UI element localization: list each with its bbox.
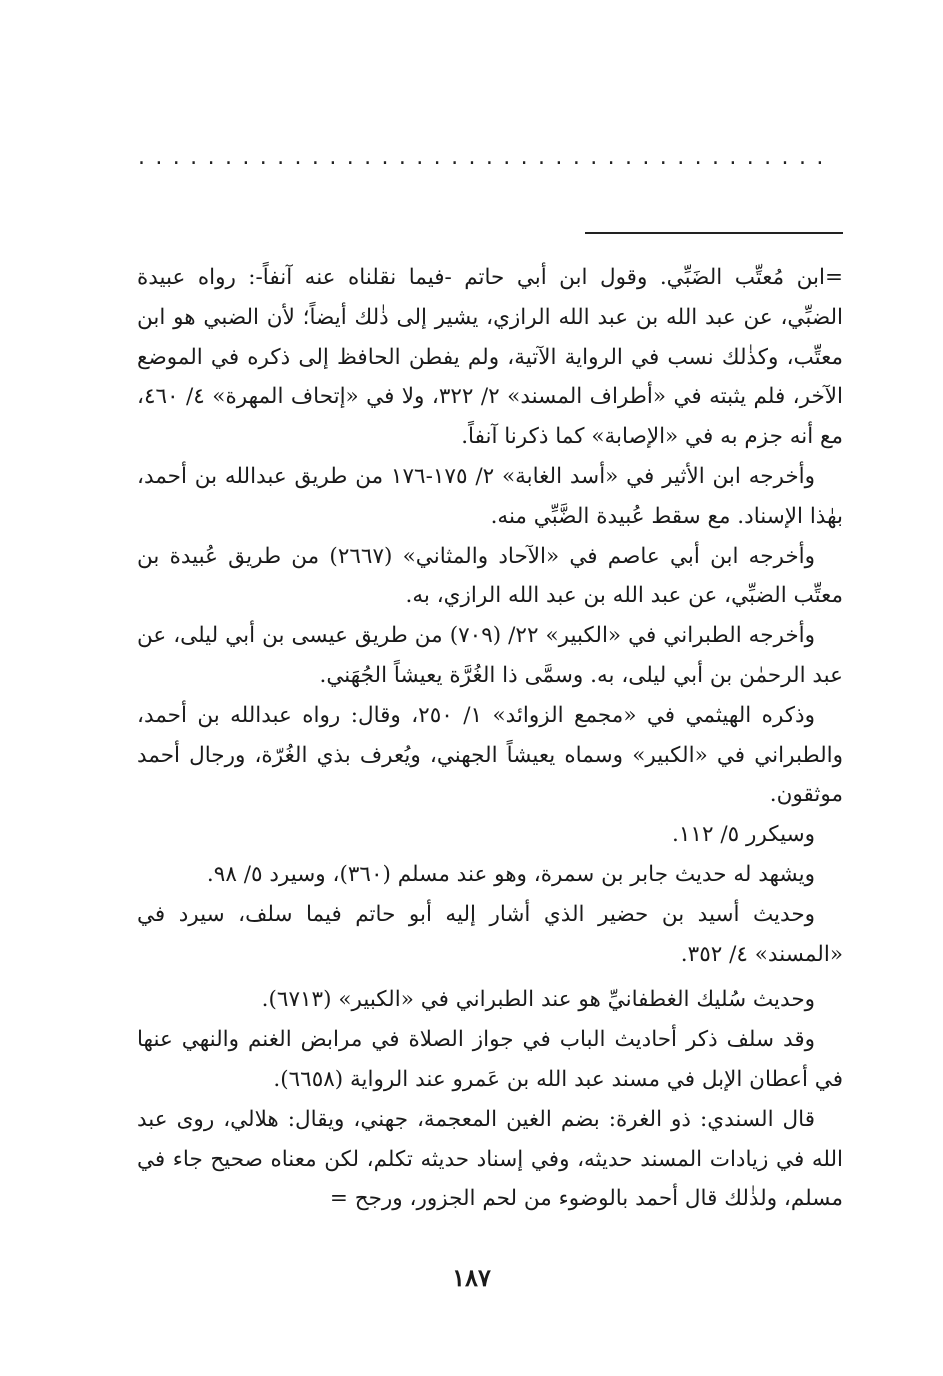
footnote-paragraph: وأخرجه ابن أبي عاصم في «الآحاد والمثاني» (٢٦٦٧) من طريق عُبيدة بن معتِّب الضبِّي، عن عبد الله بن عبد الله الرازي، به.: [137, 543, 843, 609]
footnotes: [137, 258, 843, 1219]
footnote-paragraph: =ابن مُعتِّب الضَبِّي. وقول ابن أبي حاتم -فيما نقلناه عنه آنفاً-: رواه عبيدة الضبِّي، عن عبد الله بن عبد الله الرازي، يشير إلى ذٰلك أيضاً؛ لأن الضبي هو ابن معتِّب، وكذٰلك نسب في الرواية الآتية، ولم يفطن الحافظ إلى ذكره في الموضع الآخر، فلم يثبته في «أطراف المسند» ٢/ ٣٢٢، ولا في «إتحاف المهرة» ٤/ ٤٦٠، مع أنه جزم به في «الإصابة» كما ذكرنا آنفاً.: [137, 265, 844, 450]
dotted-separator: ........................................: [138, 145, 834, 170]
footnote-paragraph: قال السندي: ذو الغرة: بضم الغين المعجمة، جهني، ويقال: هلالي، روى عبد الله في زيادات المسند حديثه، وفي إسناد حديثه تكلم، لكن معناه صحيح جاء في مسلم، ولذٰلك قال أحمد بالوضوء من لحم الجزور، ورجح =: [137, 1106, 843, 1212]
footnote-paragraph: وسيكرر ٥/ ١١٢.: [672, 822, 815, 848]
footnote-paragraph: وقد سلف ذكر أحاديث الباب في جواز الصلاة في مرابض الغنم والنهي عنها في أعطان الإبل في مسند عبد الله بن عَمرو عند الرواية (٦٦٥٨).: [137, 1027, 843, 1092]
footnote-rule: [585, 232, 843, 234]
page-number: ١٨٧: [452, 1263, 491, 1292]
footnote-paragraph: وأخرجه الطبراني في «الكبير» ٢٢/ (٧٠٩) من طريق عيسى بن أبي ليلى، عن عبد الرحمٰن بن أبي ليلى، به. وسمَّى ذا الغُرَّة يعيشاً الجُهَني.: [137, 623, 843, 688]
footnote-paragraph: وأخرجه ابن الأثير في «أسد الغابة» ٢/ ١٧٥-١٧٦ من طريق عبدالله بن أحمد، بهٰذا الإسناد. مع سقط عُبيدة الضَّبِّي منه.: [137, 463, 843, 529]
footnote-paragraph: وحديث سُليك الغطفانيِّ هو عند الطبراني في «الكبير» (٦٧١٣).: [261, 987, 815, 1013]
footnote-paragraph: ويشهد له حديث جابر بن سمرة، وهو عند مسلم (٣٦٠)، وسيرد ٥/ ٩٨.: [206, 861, 815, 887]
footnote-paragraph: وذكره الهيثمي في «مجمع الزوائد» ١/ ٢٥٠، وقال: رواه عبدالله بن أحمد، والطبراني في «الكبير» وسماه يعيشاً الجهني، ويُعرف بذي الغُرّة، ورجال أحمد موثقون.: [137, 702, 843, 808]
footnote-paragraph: وحديث أسيد بن حضير الذي أشار إليه أبو حاتم فيما سلف، سيرد في «المسند» ٤/ ٣٥٢.: [137, 901, 843, 967]
